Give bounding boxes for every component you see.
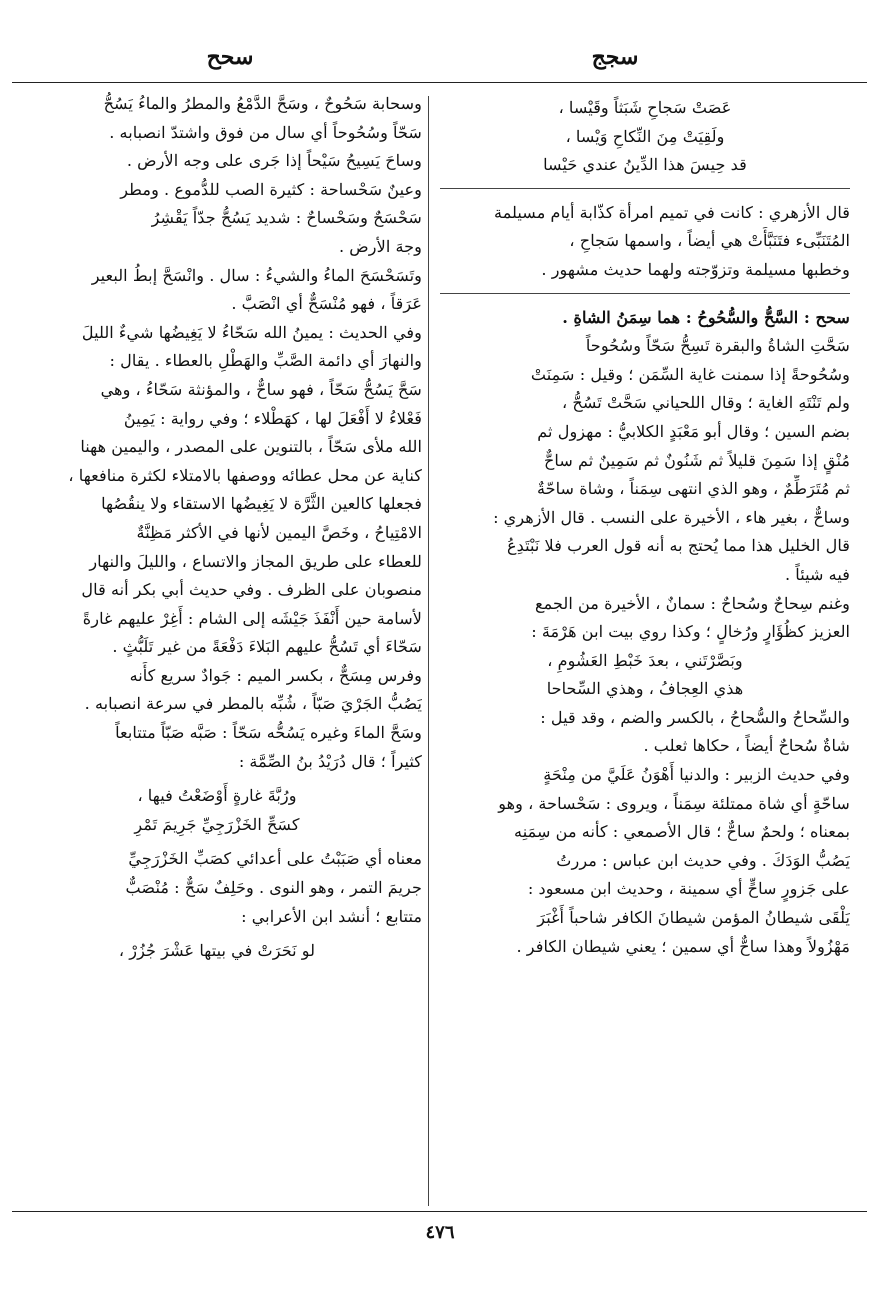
text-line: الامْتِياحُ ، وخَصَّ اليمين لأنها في الأكثر مَظِنَّةٌ [136, 522, 422, 542]
paragraph [12, 319, 422, 662]
text-line: كثيراً ؛ قال دُرَيْدُ بنُ الصِّمَّة : [238, 751, 422, 771]
text-line: فجعلها كالعين الثَّرَّة لا يَغِيضُها الاستقاء ولا ينقُصُها [101, 494, 422, 514]
paragraph [12, 845, 422, 931]
text-line: شاةٌ سُحاحٌ أيضاً ، حكاها ثعلب . [643, 736, 850, 756]
paragraph [12, 90, 422, 176]
text-line: سَحْسَحٌ وسَحْساحٌ : شديد يَسُحُّ جدّاً يَقْشِرُ [151, 208, 422, 228]
text-line: وخطبها مسيلمة وتزوّجته ولهما حديث مشهور . [541, 259, 850, 279]
text-line: متتابع ؛ أنشد ابن الأعرابي : [241, 906, 422, 926]
text-line: سَحّاءَ أي تَسُحُّ عليهم البَلاءَ دَفْعَةً من غير تَلَبُّثٍ . [112, 637, 422, 657]
section-rule [440, 293, 850, 294]
verse-line: هذي العِجافُ ، وهذي السِّحاحا [546, 679, 744, 699]
text-line: كناية عن محل عطائه ووصفها بالامتلاء لكثرة منافعها ، [68, 465, 422, 485]
text-line: قال الأزهري : كانت في تميم امرأة كذّابة أيام مسيلمة [494, 202, 850, 222]
text-line: ثم مُتَرَطِّمٌ ، وهو الذي انتهى سِمَناً ، وشاة ساحّةٌ [536, 479, 850, 499]
text-line: سَحّاً وسُحُوحاً أي سال من فوق واشتدّ انصبابه . [109, 122, 422, 142]
paragraph [12, 662, 422, 719]
entry-sahh [440, 304, 850, 590]
right-column [440, 90, 850, 1208]
text-line: يَصُبُّ الوَدَكَ . وفي حديث ابن عباس : مررتُ [556, 850, 850, 870]
text-line: المُتَنَبِّىء فتَنَبَّأَتْ هي أيضاً ، واسمها سَجاحِ ، [569, 231, 850, 251]
page-number: ٤٧٦ [425, 1222, 455, 1243]
text-line: عَرَقاً ، فهو مُنْسَحٌّ أي انْصَبَّ . [231, 294, 422, 314]
text-line: وفرس مِسَحٌّ ، بكسر الميم : جَوادٌ سريع كأَنه [129, 665, 422, 685]
header-root-left: سحح [206, 44, 254, 70]
text-line: وجهَ الأرض . [338, 236, 422, 256]
text-line: يَصُبُّ الجَرْيَ صَبّاً ، شُبِّه بالمطر في سرعة انصبابه . [84, 694, 422, 714]
verse-line: لو نَحَرَتْ في بيتها عَشْرَ جُزُرْ ، [118, 941, 316, 961]
text-line: مَهْزُولاً وهذا ساحٌّ أي سمين ؛ يعني شيطان الكافر . [516, 936, 850, 956]
paragraph [12, 719, 422, 776]
paragraph [440, 590, 850, 647]
text-line: وساحَ يَسِيحُ سَيْحاً إذا جَرى على وجه الأرض . [126, 151, 422, 171]
footer-rule [12, 1211, 867, 1212]
header-rule [12, 82, 867, 83]
verse-line: وبَصَّرْتَني ، بعدَ خَبْطِ العَشُومِ ، [547, 650, 743, 670]
paragraph [440, 199, 850, 285]
text-line: وسُحُوحةً إذا سمنت غاية السِّمَن ؛ وقيل : سَمِنَتْ [530, 364, 850, 384]
left-column [12, 90, 422, 1208]
verse-line: كسَحِّ الخَزْرَجِيِّ جَرِيمَ تَمْرِ [134, 814, 300, 834]
text-line: والسِّحاحُ والسُّحاحُ ، بالكسر والضم ، وقد قيل : [540, 707, 850, 727]
text-line: الله ملأى سَحّاً ، بالتنوين على المصدر ، واليمين ههنا [80, 437, 422, 457]
text-line: فَعْلاءُ لا أَفْعَلَ لها ، كهَطْلاء ؛ وفي رواية : يَمِينُ [123, 408, 422, 428]
text-line: يَلْقَى شيطانُ المؤمن شيطانَ الكافر شاحباً أَغْبَرَ [537, 908, 850, 928]
text-line: وغنم سِحاحٌ وسُحاحٌ : سمانٌ ، الأخيرة من الجمع [534, 593, 850, 613]
verse-line: ولَقِيَتْ مِنَ النِّكاحِ وَيْسا ، [565, 126, 725, 146]
text-line: وعينٌ سَحْساحة : كثيرة الصب للدُّموع . ومطر [120, 179, 422, 199]
paragraph [12, 176, 422, 262]
text-line: سَحَّ يَسُحُّ سَحّاً ، فهو ساحٌّ ، والمؤنثة سَحّاءُ ، وهي [100, 379, 422, 399]
text-line: على جَزورٍ ساحٍّ أي سمينة ، وحديث ابن مسعود : [527, 879, 850, 899]
paragraph [440, 761, 850, 961]
text-line: معناه أي صَبَبْتُ على أعدائي كصَبِّ الخَزْرَجِيِّ [128, 849, 422, 869]
text-line: وسَحَّ الماءَ وغيره يَسُحُّه سَحّاً : صَبَّه صَبّاً متتابعاً [115, 723, 422, 743]
paragraph [12, 262, 422, 319]
text-line: العزيز كظُؤَارٍ ورُخالٍ ؛ وكذا روي بيت ابن هَرْمَةَ : [531, 622, 850, 642]
text-line: منصوبان على الظرف . وفي حديث أبي بكر أنه قال [81, 580, 422, 600]
verse-line: عَصَتْ سَجاحِ شَبَثاً وقَيْسا ، [558, 98, 732, 117]
paragraph [440, 704, 850, 761]
text-line: والنهارَ أي دائمة الصَّبِّ والهَطْلِ بالعطاء . يقال : [109, 351, 422, 371]
text-line: وفي حديث الزبير : والدنيا أَهْوَنُ عَلَيَّ من مِنْحَةٍ [543, 765, 850, 785]
verse-line: قد حِيسَ هذا الدِّينُ عندي حَيْسا [543, 155, 747, 175]
text-line: للعطاء على طريق المجاز والاتساع ، والليلَ والنهار [89, 551, 422, 571]
text-line: ساحّةٍ أي شاة ممتلئة سِمَناً ، ويروى : سَحْساحة ، وهو [498, 793, 850, 813]
text-line: وساحٌّ ، بغير هاء ، الأخيرة على النسب . قال الأزهري : [493, 507, 850, 527]
column-divider [428, 96, 429, 1206]
text-line: مُنْقٍ إذا سَمِنَ قليلاً ثم شَنُونٌ ثم سَمِينٌ ثم ساحٌّ [543, 450, 850, 470]
header-root-right: سجج [591, 44, 639, 70]
text-line: ولم تَنْتَهِ الغاية ؛ وقال اللحياني سَحَّتْ تَسُحُّ ، [562, 393, 850, 413]
text-line: وتَسَحْسَحَ الماءُ والشيءُ : سال . وانْسَحَّ إبطُ البعير [91, 265, 422, 285]
text-line: جريمَ التمر ، وهو النوى . وحَلِفٌ سَحٌّ : مُنْصَبٌّ [125, 878, 422, 898]
section-rule [440, 188, 850, 189]
text-line: سحح : السَّحُّ والسُّحُوحُ : هما سِمَنُ الشاةِ . [562, 307, 850, 327]
text-line: فيه شيئاً . [784, 564, 850, 584]
text-line: قال الخليل هذا مما يُحتج به أنه قول العرب فلا نَبْتَدِعُ [506, 536, 850, 556]
verse-line: ورُبَّةَ غارةٍ أَوْضَعْتُ فيها ، [137, 786, 297, 806]
text-line: سَحَّتِ الشاةُ والبقرة تَسِحُّ سَحّاً وسُحُوحاً [585, 336, 850, 356]
text-line: بمعناه ؛ ولحمٌ ساحٌّ ؛ قال الأصمعي : كأنه من سِمَنِه [514, 822, 850, 842]
text-line: بضم السين ؛ وقال أبو مَعْبَدٍ الكلابيُّ : مهزول ثم [537, 421, 850, 441]
text-line: لأسامة حين أَنْفَذَ جَيْشَه إلى الشام : أَغِرْ عليهم غارةً [82, 608, 422, 628]
text-line: وفي الحديث : يمينُ الله سَحّاءُ لا يَغِيضُها شيءٌ الليلَ [81, 322, 422, 342]
text-line: وسحابة سَحُوحٌ ، وسَحَّ الدَّمْعُ والمطرُ والماءُ يَسُحُّ [103, 94, 422, 113]
